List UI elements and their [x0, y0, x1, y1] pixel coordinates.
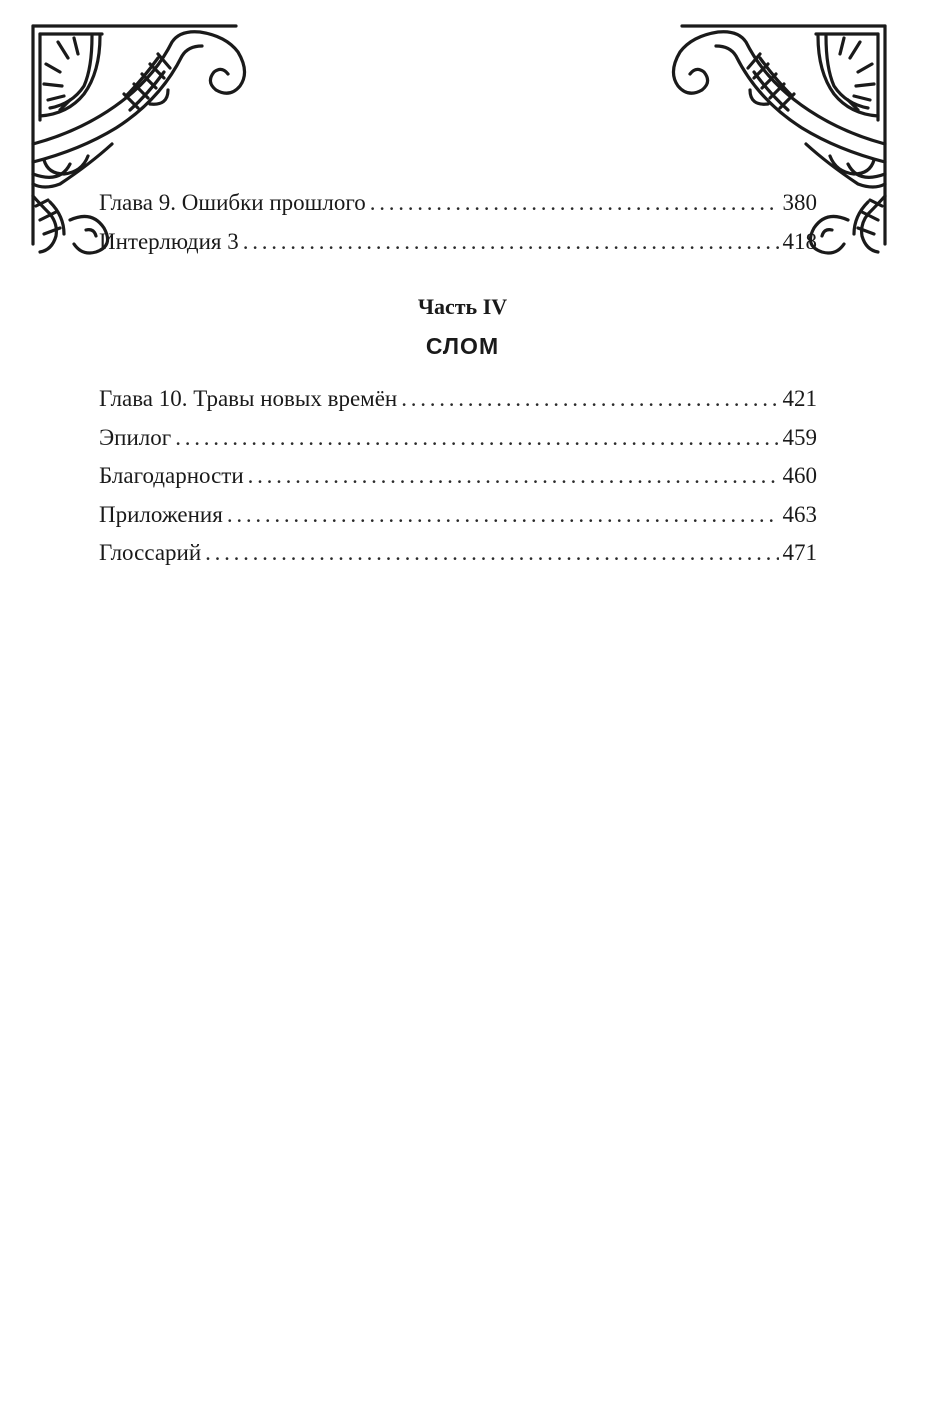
toc-entry-title: Благодарности	[99, 463, 244, 489]
dot-leader	[248, 457, 779, 496]
toc-entry-title: Интерлюдия 3	[99, 228, 239, 254]
toc-entry-page: 459	[782, 424, 817, 450]
toc-entry[interactable]	[99, 184, 817, 223]
toc-entry-title: Приложения	[99, 501, 223, 527]
toc-entry[interactable]	[99, 534, 817, 573]
toc-entry[interactable]	[99, 380, 817, 419]
toc-entry-title: Глава 10. Травы новых времён	[99, 386, 398, 411]
toc-entry-page: 471	[782, 540, 817, 566]
toc-entry[interactable]	[99, 419, 817, 458]
toc-entry-page: 418	[782, 228, 817, 254]
dot-leader	[370, 184, 779, 223]
toc-entry-page: 460	[782, 463, 817, 489]
toc-entry[interactable]	[99, 223, 817, 262]
dot-leader	[243, 223, 779, 262]
dot-leader	[205, 534, 778, 573]
dot-leader	[175, 419, 778, 458]
toc-entry-page: 463	[782, 501, 817, 527]
part-title: СЛОМ	[425, 333, 500, 359]
toc-entry[interactable]	[99, 457, 817, 496]
dot-leader	[227, 496, 779, 535]
part-label: Часть IV	[417, 294, 508, 319]
toc-entry-page: 421	[782, 386, 817, 411]
toc-entry-page: 380	[782, 190, 817, 215]
toc-entry-title: Глоссарий	[99, 540, 202, 566]
toc-entry[interactable]	[99, 496, 817, 535]
toc-entry-title: Глава 9. Ошибки прошлого	[99, 190, 366, 215]
toc-entry-title: Эпилог	[99, 424, 172, 450]
toc-list-bottom	[99, 380, 817, 573]
dot-leader	[401, 380, 778, 419]
toc-list-top	[99, 184, 817, 261]
